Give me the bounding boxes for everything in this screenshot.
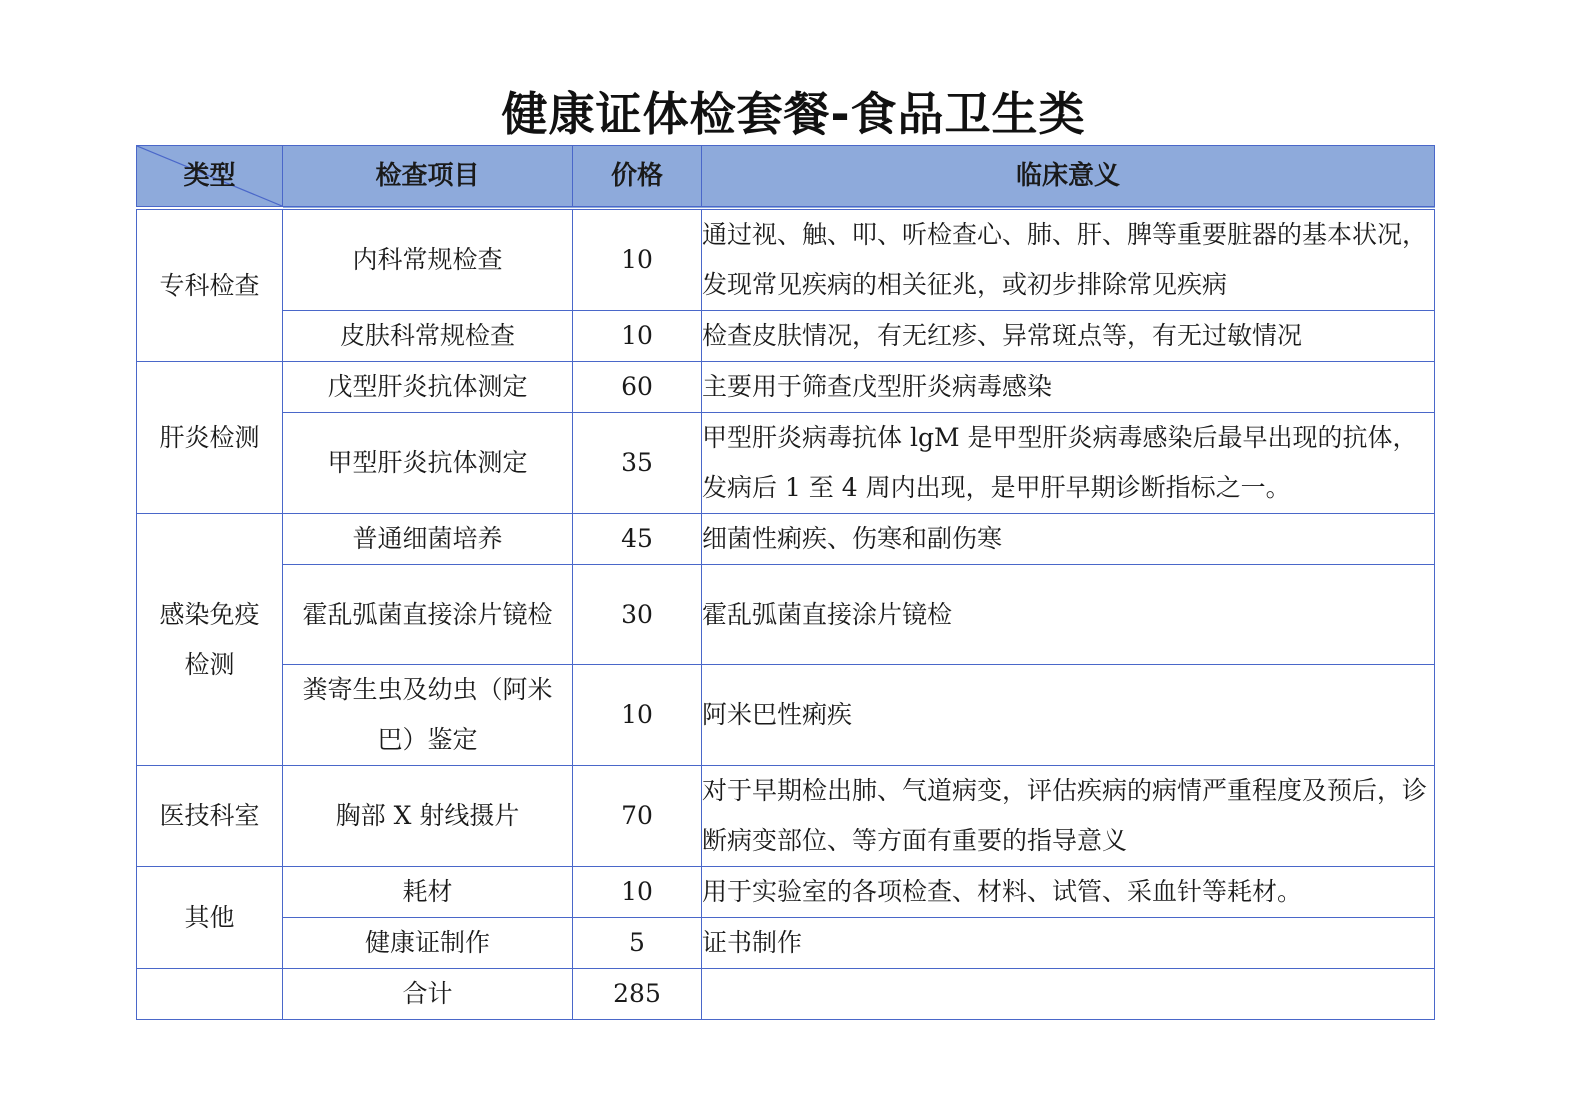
type-cell: 肝炎检测 [137, 362, 283, 514]
item-cell: 甲型肝炎抗体测定 [283, 413, 573, 514]
meaning-cell: 甲型肝炎病毒抗体 lgM 是甲型肝炎病毒感染后最早出现的抗体，发病后 1 至 4 周内出现，是甲肝早期诊断指标之一。 [702, 413, 1435, 514]
table-header-row [137, 146, 1435, 209]
price-cell: 10 [573, 311, 702, 362]
table-row [137, 311, 1435, 362]
total-type-cell [137, 969, 283, 1020]
price-cell: 35 [573, 413, 702, 514]
header-price: 价格 [573, 146, 702, 209]
header-meaning: 临床意义 [702, 146, 1435, 209]
table-row [137, 413, 1435, 514]
type-cell: 专科检查 [137, 208, 283, 362]
item-cell: 皮肤科常规检查 [283, 311, 573, 362]
total-price-cell: 285 [573, 969, 702, 1020]
table-row [137, 665, 1435, 766]
table-row [137, 514, 1435, 565]
table-row [137, 867, 1435, 918]
page-title: 健康证体检套餐-食品卫生类 [501, 87, 1086, 141]
price-cell: 60 [573, 362, 702, 413]
price-cell: 10 [573, 867, 702, 918]
meaning-cell: 对于早期检出肺、气道病变，评估疾病的病情严重程度及预后，诊断病变部位、等方面有重要的指导意义 [702, 766, 1435, 867]
price-cell: 70 [573, 766, 702, 867]
table-row [137, 208, 1435, 311]
meaning-cell: 阿米巴性痢疾 [702, 665, 1435, 766]
header-type [137, 146, 283, 209]
table-row [137, 565, 1435, 665]
meaning-cell: 检查皮肤情况，有无红疹、异常斑点等，有无过敏情况 [702, 311, 1435, 362]
price-cell: 10 [573, 665, 702, 766]
package-table [136, 145, 1435, 1020]
meaning-cell: 霍乱弧菌直接涂片镜检 [702, 565, 1435, 665]
price-cell: 10 [573, 208, 702, 311]
price-cell: 30 [573, 565, 702, 665]
meaning-cell: 通过视、触、叩、听检查心、肺、肝、脾等重要脏器的基本状况，发现常见疾病的相关征兆，或初步排除常见疾病 [702, 208, 1435, 311]
item-cell: 普通细菌培养 [283, 514, 573, 565]
item-cell: 胸部 X 射线摄片 [283, 766, 573, 867]
meaning-cell: 细菌性痢疾、伤寒和副伤寒 [702, 514, 1435, 565]
item-cell: 戊型肝炎抗体测定 [283, 362, 573, 413]
item-cell: 健康证制作 [283, 918, 573, 969]
total-meaning-cell [702, 969, 1435, 1020]
table-row [137, 918, 1435, 969]
meaning-cell: 用于实验室的各项检查、材料、试管、采血针等耗材。 [702, 867, 1435, 918]
price-cell: 45 [573, 514, 702, 565]
type-cell: 其他 [137, 867, 283, 969]
header-item: 检查项目 [283, 146, 573, 209]
item-cell: 内科常规检查 [283, 208, 573, 311]
total-row [137, 969, 1435, 1020]
item-cell: 耗材 [283, 867, 573, 918]
type-cell: 感染免疫检测 [137, 514, 283, 766]
item-cell: 粪寄生虫及幼虫（阿米巴）鉴定 [283, 665, 573, 766]
table-row [137, 766, 1435, 867]
price-cell: 5 [573, 918, 702, 969]
meaning-cell: 证书制作 [702, 918, 1435, 969]
table-row [137, 362, 1435, 413]
total-label-cell: 合计 [283, 969, 573, 1020]
meaning-cell: 主要用于筛查戊型肝炎病毒感染 [702, 362, 1435, 413]
item-cell: 霍乱弧菌直接涂片镜检 [283, 565, 573, 665]
header-type-label: 类型 [183, 161, 236, 191]
type-cell: 医技科室 [137, 766, 283, 867]
